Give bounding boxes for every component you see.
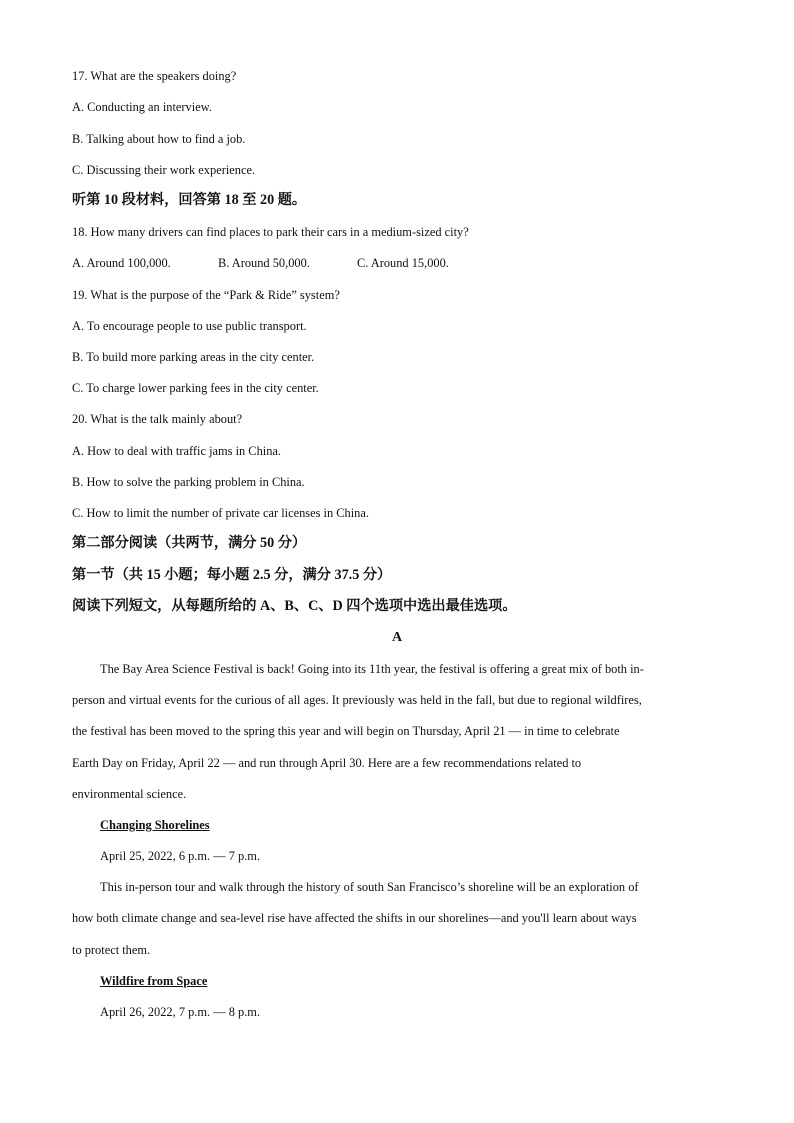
event1-description-line: to protect them. (72, 943, 151, 957)
q19-option-c: C. To charge lower parking fees in the city center. (72, 381, 319, 395)
q20-option-b: B. How to solve the parking problem in China. (72, 475, 305, 489)
q19-option-a: A. To encourage people to use public transport. (72, 319, 307, 333)
q20-option-a: A. How to deal with traffic jams in China. (72, 444, 281, 458)
q18-option-a: A. Around 100,000. (72, 256, 171, 270)
part2-instruction: 阅读下列短文，从每题所给的 A、B、C、D 四个选项中选出最佳选项。 (72, 598, 517, 614)
passage-intro-line: person and virtual events for the curious of all ages. It previously was held in the fall, but due to regional wildfires, (72, 693, 642, 707)
event1-description-line: how both climate change and sea-level rise have affected the shifts in our shorelines—and you'll learn about ways (72, 911, 637, 925)
passage-intro-line: environmental science. (72, 787, 187, 801)
q18-option-b: B. Around 50,000. (218, 256, 310, 270)
q20-option-c: C. How to limit the number of private car licenses in China. (72, 506, 369, 520)
passage-label: A (391, 630, 403, 645)
section-10-instruction: 听第 10 段材料，回答第 18 至 20 题。 (72, 192, 307, 208)
q17-option-b: B. Talking about how to find a job. (72, 132, 246, 146)
event2-title: Wildfire from Space (100, 974, 208, 988)
event1-title: Changing Shorelines (100, 818, 210, 832)
q18-options (72, 255, 449, 271)
event1-date: April 25, 2022, 6 p.m. — 7 p.m. (100, 849, 261, 863)
q18-option-c: C. Around 15,000. (357, 256, 449, 270)
q17-question: 17. What are the speakers doing? (72, 69, 237, 83)
q18-question: 18. How many drivers can find places to park their cars in a medium-sized city? (72, 225, 469, 239)
q19-question: 19. What is the purpose of the “Park & Ride” system? (72, 288, 340, 302)
part2-section1-heading: 第一节（共 15 小题；每小题 2.5 分，满分 37.5 分） (72, 567, 392, 583)
passage-intro-line: Earth Day on Friday, April 22 — and run through April 30. Here are a few recommendations related to (72, 756, 582, 770)
q17-option-c: C. Discussing their work experience. (72, 163, 256, 177)
event1-description-line: This in-person tour and walk through the history of south San Francisco’s shoreline will be an exploration of (100, 880, 639, 894)
passage-intro-line: the festival has been moved to the spring this year and will begin on Thursday, April 21 — in time to celebrate (72, 724, 620, 738)
passage-intro-line: The Bay Area Science Festival is back! Going into its 11th year, the festival is offering a great mix of both in- (100, 662, 644, 676)
q17-option-a: A. Conducting an interview. (72, 100, 212, 114)
event2-date: April 26, 2022, 7 p.m. — 8 p.m. (100, 1005, 261, 1019)
q19-option-b: B. To build more parking areas in the city center. (72, 350, 315, 364)
q20-question: 20. What is the talk mainly about? (72, 412, 243, 426)
part2-heading: 第二部分阅读（共两节，满分 50 分） (72, 535, 307, 551)
